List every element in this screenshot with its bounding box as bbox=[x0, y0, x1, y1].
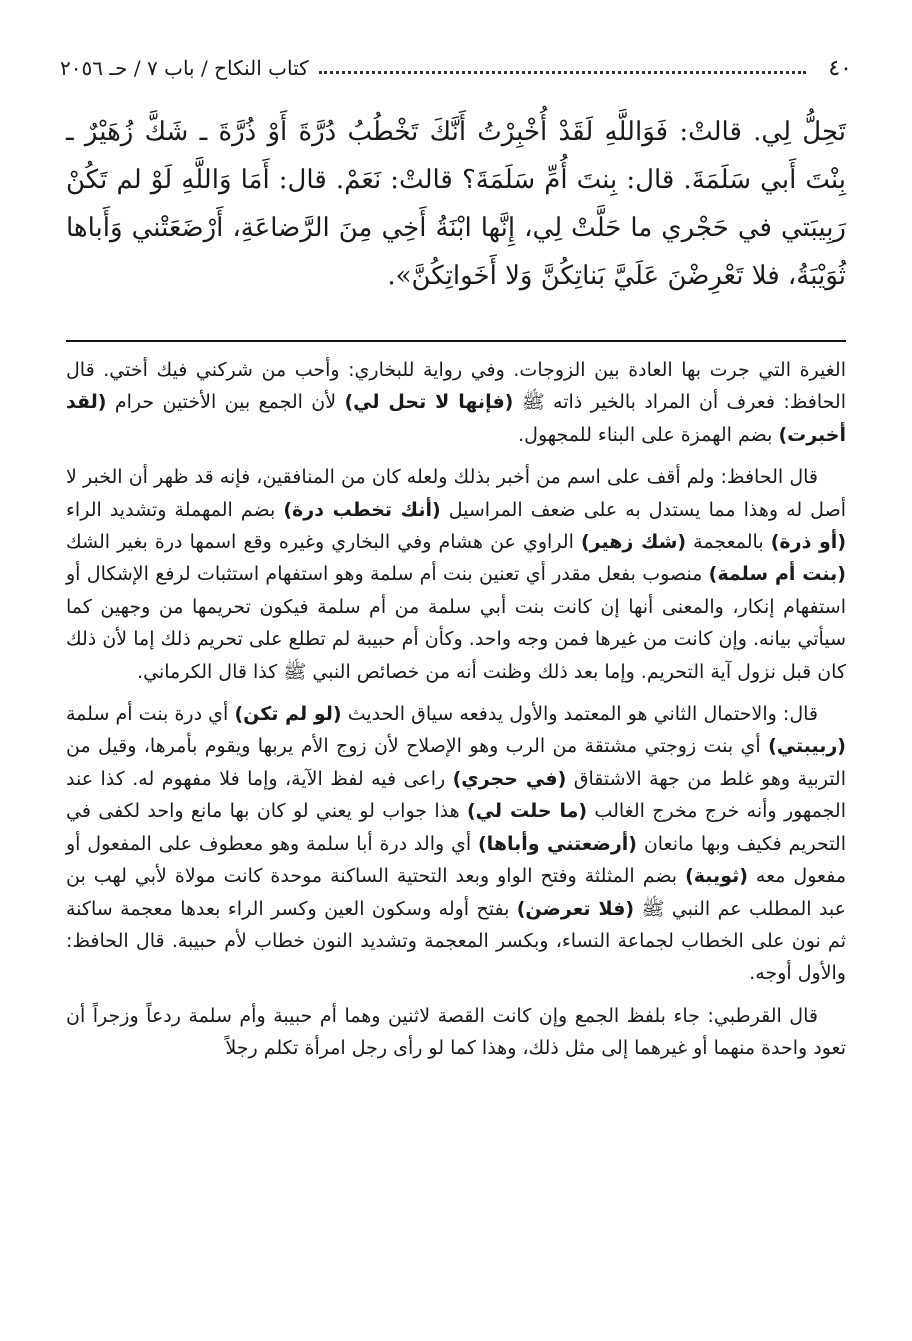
page-number: ٤٠ bbox=[828, 55, 852, 81]
hadith-text: تَحِلُّ لِي. قالتْ: فَوَاللَّهِ لَقَدْ أُخْبِرْتُ أَنَّكَ تَخْطُبُ دُرَّةَ أَوْ ذُرَّةَ ـ شَكَّ زُهَيْرٌ ـ بِنْتَ أَبي سَلَمَةَ. قال: بِنتَ أُمِّ سَلَمَةَ؟ قالتْ: نَعَمْ. قال: أَمَا وَاللَّهِ لَوْ لم تَكُنْ رَبِيبَتي في حَجْري ما حَلَّتْ لِي، إِنَّها ابْنَةُ أَخِي مِنَ الرَّضاعَةِ، أَرْضَعَتْني وَأَباها ثُوَيْبَةُ، فلا تَعْرِضْنَ عَلَيَّ بَناتِكُنَّ وَلا أَخَواتِكُنَّ». bbox=[66, 117, 846, 291]
quoted-phrase: (ما حلت لي) bbox=[467, 800, 588, 823]
quoted-phrase: (في حجري) bbox=[452, 767, 567, 790]
commentary-text: قال الحافظ: ولم أقف على اسم من أخبر بذلك ولعله كان من المنافقين، فإنه قد ظهر أن الخبر لا أصل له وهذا مما يستدل به على ضعف المراسيل bbox=[66, 466, 846, 521]
quoted-phrase: (ثويبة) bbox=[685, 865, 748, 888]
header-dotted-leader bbox=[319, 71, 807, 74]
commentary-text: بضم المهملة وتشديد الراء bbox=[66, 498, 284, 521]
quoted-phrase: (فإنها لا تحل لي) bbox=[344, 391, 514, 414]
commentary-text: منصوب بفعل مقدر أي تعنين بنت أم سلمة وهو استفهام استثبات لرفع الإشكال أو استفهام إنكار، والمعنى أنها إن كانت بنت أبي سلمة من أم سلمة فيكون تحريمها من وجهين كما سيأتي بيانه. وإن كانت من غيرها فمن وجه واحد. وكأن أم حبيبة لم تطلع على تحريم ذلك إما لأن ذلك كان قبل نزول آية التحريم. وإما بعد ذلك وظنت أنه من خصائص النبي ﷺ كذا قال الكرماني. bbox=[66, 563, 846, 683]
commentary-paragraph bbox=[66, 698, 846, 990]
commentary-text: بفتح أوله وسكون العين وكسر الراء بعدها معجمة ساكنة ثم نون على الخطاب لجماعة النساء، وبكسر المعجمة وتشديد النون خطاب لأم حبيبة. قال الحافظ: والأول أوجه. bbox=[66, 897, 846, 985]
commentary-paragraph bbox=[66, 1000, 846, 1065]
footnote-separator bbox=[66, 340, 846, 342]
running-header bbox=[60, 50, 852, 86]
commentary-text: الغيرة التي جرت بها العادة بين الزوجات. وفي رواية للبخاري: وأحب من شركني فيك أختي. قال الحافظ: فعرف أن المراد بالخير ذاته ﷺ bbox=[66, 359, 846, 414]
quoted-phrase: (فلا تعرضن) bbox=[516, 897, 635, 920]
commentary-text: أي درة بنت أم سلمة bbox=[66, 703, 235, 726]
quoted-phrase: (ربيبتي) bbox=[768, 735, 846, 758]
commentary-text: هذا جواب لو يعني لو كان بها مانع واحد لكفى في التحريم فكيف وبها مانعان bbox=[66, 800, 846, 855]
commentary-text: لأن الجمع بين الأختين حرام bbox=[106, 391, 345, 414]
quoted-phrase: (شك زهير) bbox=[580, 531, 687, 554]
quoted-phrase: (أو ذرة) bbox=[770, 531, 847, 554]
commentary-text: أي والد درة أبا سلمة وهو معطوف على المفعول أو مفعول معه bbox=[66, 832, 847, 888]
quoted-phrase: (أرضعتني وأباها) bbox=[478, 832, 637, 855]
quoted-phrase: (أنك تخطب درة) bbox=[283, 498, 441, 521]
chapter-title: كتاب النكاح / باب ٧ / حـ ٢٠٥٦ bbox=[60, 56, 309, 80]
commentary bbox=[66, 354, 846, 1075]
commentary-paragraph bbox=[66, 461, 846, 688]
commentary-text: الراوي عن هشام وفي البخاري وغيره وقع اسمها درة بغير الشك bbox=[66, 531, 581, 554]
commentary-text: أي بنت زوجتي مشتقة من الرب وهو الإصلاح لأن زوج الأم يربها ويقوم بأمرها، وقيل من التربية وهو غلط من جهة الاشتقاق bbox=[66, 735, 846, 790]
commentary-text: قال القرطبي: جاء بلفظ الجمع وإن كانت القصة لاثنين وهما أم حبيبة وأم سلمة ردعاً وزجراً أن تعود واحدة منهما أو غيرهما إلى مثل ذلك، وهذا كما لو رأى رجل امرأة تكلم رجلاً bbox=[66, 1004, 846, 1060]
commentary-text: راعى فيه لفظ الآية، وإما فلا مفهوم له. كذا عند الجمهور وأنه خرج مخرج الغالب bbox=[66, 767, 847, 823]
quoted-phrase: (لقد أخبرت) bbox=[66, 391, 846, 446]
commentary-text: قال: والاحتمال الثاني هو المعتمد والأول يدفعه سياق الحديث bbox=[341, 703, 819, 726]
commentary-text: بالمعجمة bbox=[686, 531, 771, 554]
quoted-phrase: (بنت أم سلمة) bbox=[708, 563, 846, 586]
quoted-phrase: (لو لم تكن) bbox=[234, 703, 342, 726]
commentary-paragraph bbox=[66, 354, 846, 451]
commentary-text: بضم الهمزة على البناء للمجهول. bbox=[518, 423, 779, 446]
commentary-text: بضم المثلثة وفتح الواو وبعد التحتية الساكنة موحدة كانت مولاة لأبي لهب بن عبد المطلب عم النبي ﷺ bbox=[66, 865, 846, 920]
